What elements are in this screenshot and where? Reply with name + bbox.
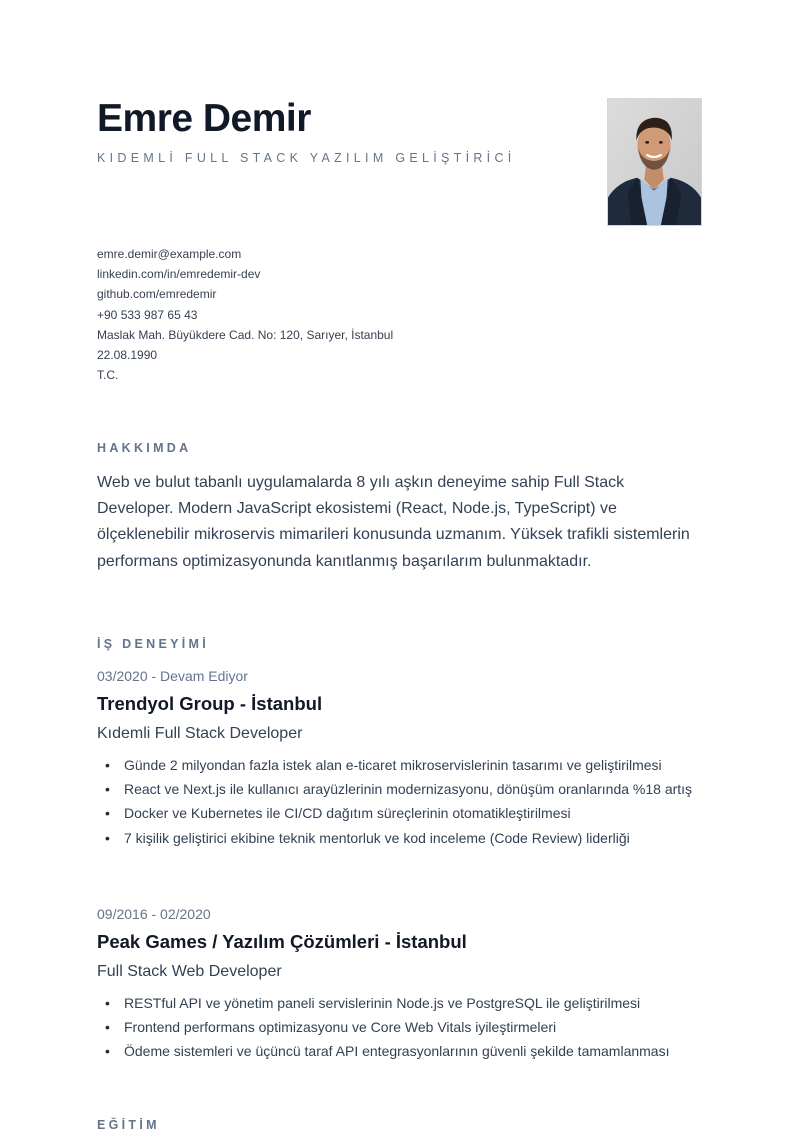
job-bullet-text: React ve Next.js ile kullanıcı arayüzlerinin modernizasyonu, dönüşüm oranlarında %18 artış [124,781,693,798]
about-text: Web ve bulut tabanlı uygulamalarda 8 yılı aşkın deneyime sahip Full Stack Developer. Modern JavaScript ekosistemi (React, Node.js, TypeScript) ve ölçeklenebilir mikroservis mimarileri konusunda uzmanım. Yüksek trafikli sistemlerin performans optimizasyonunda kanıtlanmış başarılarım bulunmaktadır. [97,474,690,570]
job-date: 09/2016 - 02/2020 [97,906,211,922]
job-bullet [105,803,705,824]
job-bullet [105,779,705,800]
experience-heading: İŞ DENEYİMİ [97,637,210,651]
job-company: Trendyol Group - İstanbul [97,693,323,714]
contact-nationality: T.C. [97,368,119,383]
bullet-icon: • [105,757,110,773]
job-role: Kıdemli Full Stack Developer [97,725,303,742]
job-bullet-text: Günde 2 milyondan fazla istek alan e-ticaret mikroservislerinin tasarımı ve geliştirilmesi [124,757,662,773]
bullet-icon: • [105,1043,110,1060]
job-bullets [105,993,705,1066]
bullet-icon: • [105,1019,110,1036]
contact-phone: +90 533 987 65 43 [97,307,198,322]
bullet-icon: • [105,805,110,822]
contact-github[interactable]: github.com/emredemir [97,287,217,302]
candidate-name: Emre Demir [97,97,311,140]
job-bullet-text: Ödeme sistemleri ve üçüncü taraf API entegrasyonlarının güvenli şekilde tamamlanması [124,1043,670,1060]
job-bullet-text: 7 kişilik geliştirici ekibine teknik mentorluk ve kod inceleme (Code Review) liderliği [124,829,630,846]
contact-address: Maslak Mah. Büyükdere Cad. No: 120, Sarıyer, İstanbul [97,327,394,342]
job-bullet [105,1017,705,1038]
job-bullet-text: Docker ve Kubernetes ile CI/CD dağıtım süreçlerinin otomatikleştirilmesi [124,805,571,822]
job-bullet [105,993,705,1014]
job-role: Full Stack Web Developer [97,963,282,980]
job-bullet-text: RESTful API ve yönetim paneli servislerinin Node.js ve PostgreSQL ile geliştirilmesi [124,995,641,1011]
job-bullet [105,828,705,849]
job-bullet [105,755,705,776]
candidate-title: KIDEMLİ FULL STACK YAZILIM GELİŞTİRİCİ [97,151,516,165]
contact-birthdate: 22.08.1990 [97,348,158,363]
job-bullets [105,755,705,852]
contact-email[interactable]: emre.demir@example.com [97,247,242,261]
profile-photo [607,98,702,226]
job-company: Peak Games / Yazılım Çözümleri - İstanbul [97,931,467,952]
bullet-icon: • [105,995,110,1011]
bullet-icon: • [105,781,110,798]
job-bullet-text: Frontend performans optimizasyonu ve Core Web Vitals iyileştirmeleri [124,1019,557,1036]
bullet-icon: • [105,829,110,846]
job-bullet [105,1041,705,1062]
job-date: 03/2020 - Devam Ediyor [97,668,248,684]
about-heading: HAKKIMDA [97,441,192,455]
contact-linkedin[interactable]: linkedin.com/in/emredemir-dev [97,267,261,282]
education-heading: EĞİTİM [97,1118,160,1132]
contact-info [97,244,393,385]
